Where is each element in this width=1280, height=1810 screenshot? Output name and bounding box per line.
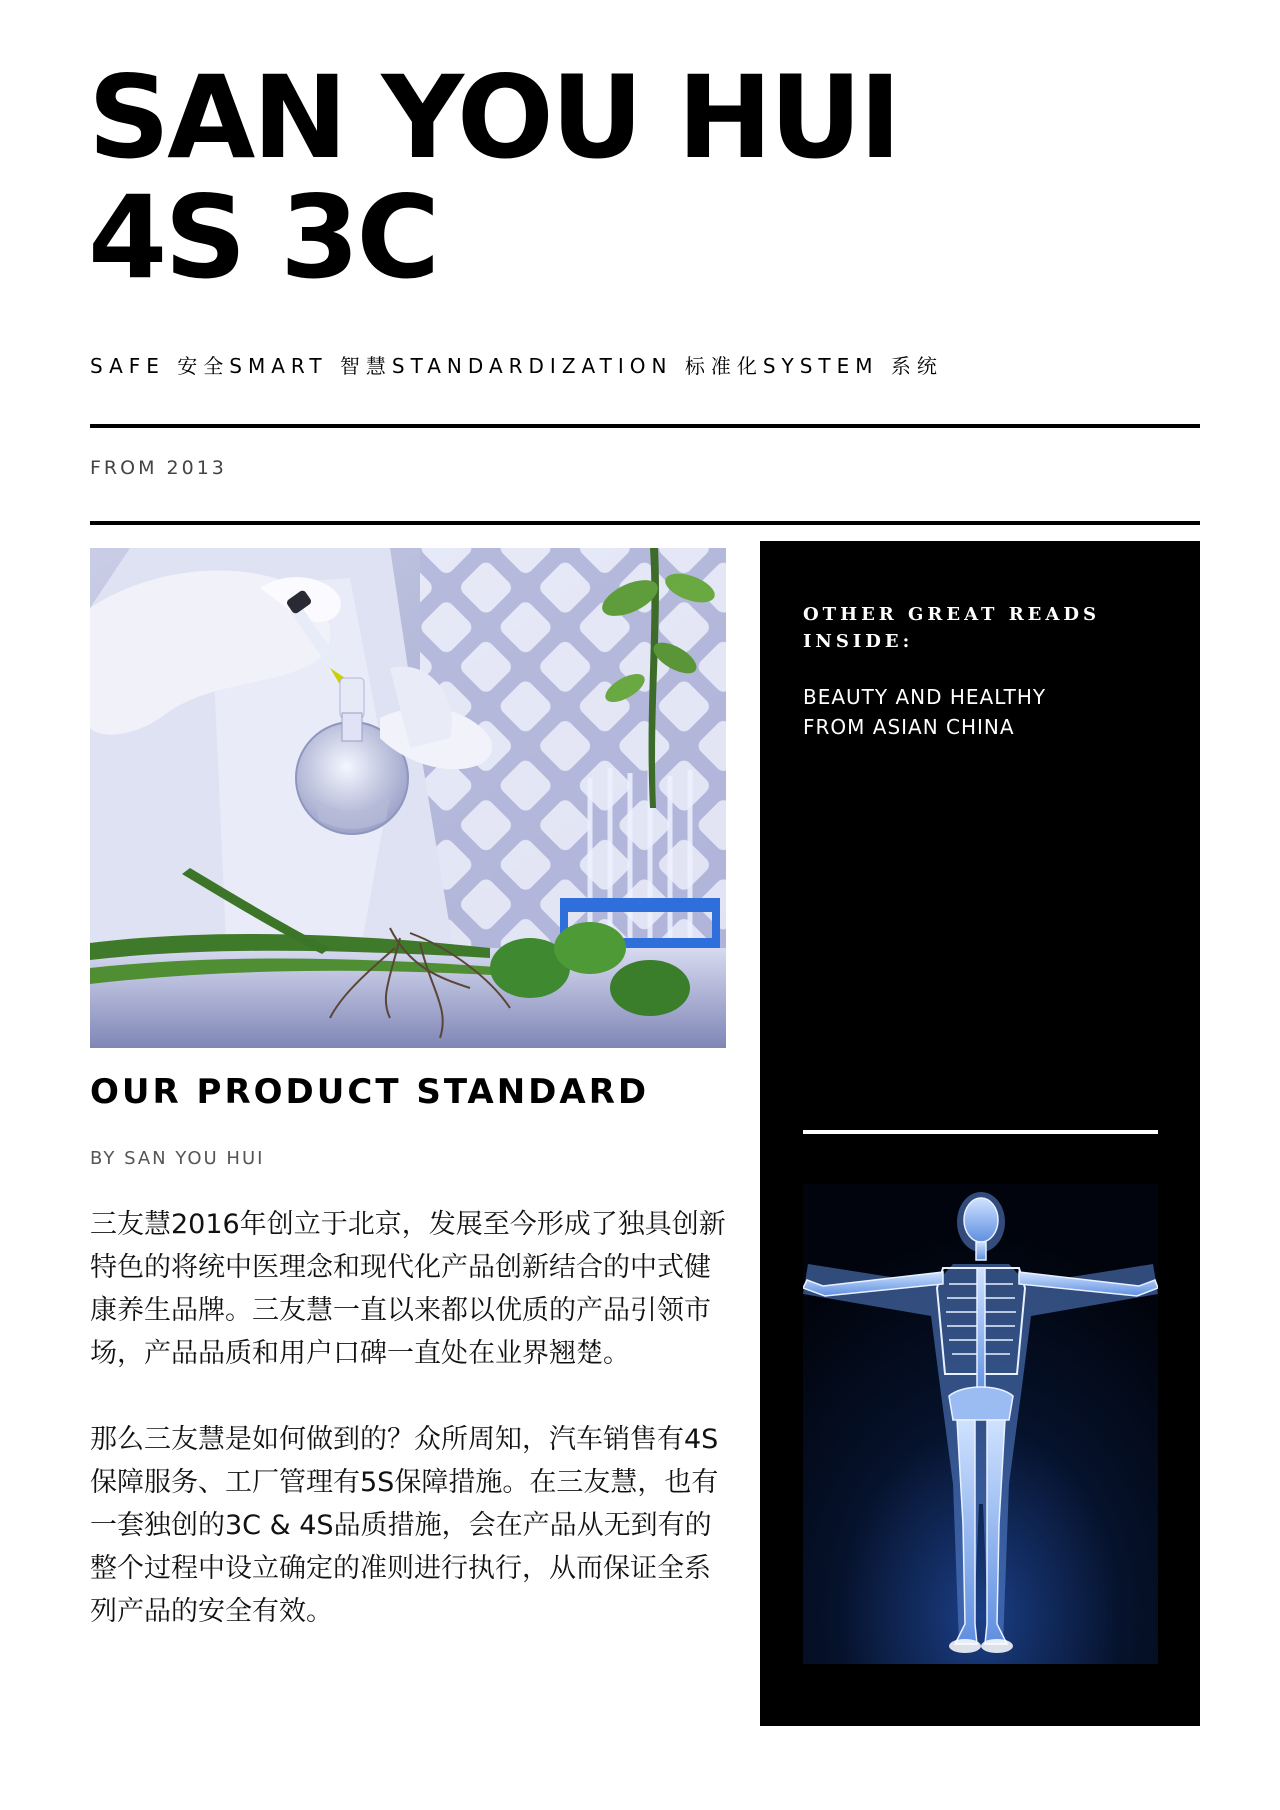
bottom-divider <box>90 521 1200 525</box>
top-divider <box>90 424 1200 428</box>
sidebar-title-line-2: INSIDE: <box>803 631 914 652</box>
sidebar-divider <box>803 1130 1158 1134</box>
tagline: SAFE 安全SMART 智慧STANDARDIZATION 标准化SYSTEM 系统 <box>90 354 943 378</box>
article-body <box>90 1203 730 1676</box>
sidebar-text <box>803 682 1163 742</box>
sidebar-panel <box>760 541 1200 1726</box>
article-paragraph: 三友慧2016年创立于北京，发展至今形成了独具创新特色的将统中医理念和现代化产品创新结合的中式健康养生品牌。三友慧一直以来都以优质的产品引领市场，产品品质和用户口碑一直处在业界翘楚。 <box>90 1209 726 1369</box>
lab-photo <box>90 548 726 1048</box>
article-paragraph: 那么三友慧是如何做到的？众所周知，汽车销售有4S保障服务、工厂管理有5S保障措施。在三友慧，也有一套独创的3C & 4S品质措施，会在产品从无到有的整个过程中设立确定的准则进行执行，从而保证全系列产品的安全有效。 <box>90 1424 719 1627</box>
sidebar-title <box>803 601 1163 655</box>
article-heading: OUR PRODUCT STANDARD <box>90 1072 650 1112</box>
sidebar-text-line-1: BEAUTY AND HEALTHY <box>803 685 1047 709</box>
article-byline: BY SAN YOU HUI <box>90 1148 265 1169</box>
sidebar-text-line-2: FROM ASIAN CHINA <box>803 715 1015 739</box>
masthead-title <box>88 51 1188 304</box>
since-label: FROM 2013 <box>90 457 227 479</box>
xray-figure <box>803 1184 1158 1664</box>
masthead-title-line-2: 4S 3C <box>88 171 438 304</box>
masthead-title-line-1: SAN YOU HUI <box>88 51 899 184</box>
sidebar-title-line-1: OTHER GREAT READS <box>803 604 1100 625</box>
